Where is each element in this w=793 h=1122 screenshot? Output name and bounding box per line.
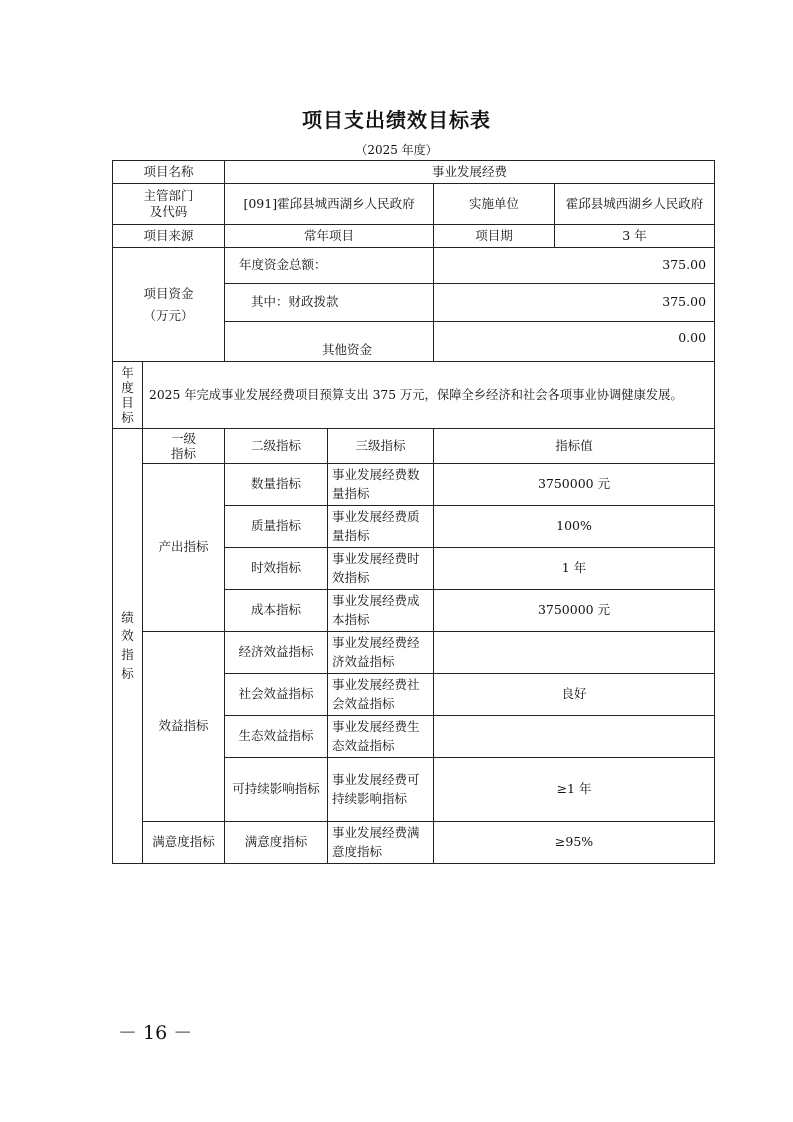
level2-cell: 可持续影响指标: [225, 758, 328, 822]
row-funds-total: [113, 248, 715, 284]
level2-cell: 时效指标: [225, 548, 328, 590]
value-cell: 良好: [434, 674, 715, 716]
implementing-unit-value: 霍邱县城西湖乡人民政府: [555, 184, 715, 225]
level3-cell: 事业发展经费时效指标: [328, 548, 434, 590]
annual-goal-label: 年度目标: [113, 362, 143, 429]
project-source-value: 常年项目: [225, 225, 434, 248]
level3-cell: 事业发展经费数量指标: [328, 464, 434, 506]
output-indicator-label: 产出指标: [143, 464, 225, 632]
value-cell: 3750000 元: [434, 590, 715, 632]
project-period-value: 3 年: [555, 225, 715, 248]
funds-total-label: 年度资金总额：: [225, 248, 434, 284]
value-cell: [434, 716, 715, 758]
indicator-row: [113, 822, 715, 864]
level3-cell: 事业发展经费质量指标: [328, 506, 434, 548]
header-value: 指标值: [434, 429, 715, 464]
level3-cell: 事业发展经费满意度指标: [328, 822, 434, 864]
funds-fiscal-label: 其中：财政拨款: [225, 284, 434, 322]
level2-cell: 数量指标: [225, 464, 328, 506]
document-year: （2025 年度）: [355, 143, 438, 157]
level2-cell: 经济效益指标: [225, 632, 328, 674]
level2-cell: 成本指标: [225, 590, 328, 632]
benefit-indicator-label: 效益指标: [143, 632, 225, 822]
value-cell: ≥95%: [434, 822, 715, 864]
funds-other-label: 其他资金: [225, 322, 434, 362]
level2-cell: 生态效益指标: [225, 716, 328, 758]
document-title: 项目支出绩效目标表: [302, 108, 491, 132]
implementing-unit-label: 实施单位: [434, 184, 555, 225]
indicator-row: [113, 632, 715, 674]
level2-cell: 社会效益指标: [225, 674, 328, 716]
funds-other-value: 0.00: [434, 322, 715, 362]
row-indicator-headers: [113, 429, 715, 464]
header-level2: 二级指标: [225, 429, 328, 464]
funds-total-value: 375.00: [434, 248, 715, 284]
level3-cell: 事业发展经费社会效益指标: [328, 674, 434, 716]
project-period-label: 项目期: [434, 225, 555, 248]
row-project-source: [113, 225, 715, 248]
value-cell: ≥1 年: [434, 758, 715, 822]
department-label: 主管部门及代码: [113, 184, 225, 225]
indicator-row: [113, 464, 715, 506]
page-number: － 16 －: [118, 1022, 193, 1044]
value-cell: 100%: [434, 506, 715, 548]
project-name-label: 项目名称: [113, 161, 225, 184]
annual-goal-text: 2025 年完成事业发展经费项目预算支出 375 万元，保障全乡经济和社会各项事业协调健康发展。: [143, 362, 715, 429]
level3-cell: 事业发展经费成本指标: [328, 590, 434, 632]
level3-cell: 事业发展经费可持续影响指标: [328, 758, 434, 822]
funds-label: 项目资金（万元）: [113, 248, 225, 362]
row-department: [113, 184, 715, 225]
indicators-section-label: 绩效指标: [113, 429, 143, 864]
header-level3: 三级指标: [328, 429, 434, 464]
project-source-label: 项目来源: [113, 225, 225, 248]
value-cell: 3750000 元: [434, 464, 715, 506]
level2-cell: 质量指标: [225, 506, 328, 548]
level3-cell: 事业发展经费经济效益指标: [328, 632, 434, 674]
level3-cell: 事业发展经费生态效益指标: [328, 716, 434, 758]
satisfaction-indicator-label: 满意度指标: [143, 822, 225, 864]
department-value: [091]霍邱县城西湖乡人民政府: [225, 184, 434, 225]
row-annual-goal: [113, 362, 715, 429]
value-cell: 1 年: [434, 548, 715, 590]
project-name-value: 事业发展经费: [225, 161, 715, 184]
funds-fiscal-value: 375.00: [434, 284, 715, 322]
value-cell: [434, 632, 715, 674]
row-project-name: [113, 161, 715, 184]
header-level1: 一级指标: [143, 429, 225, 464]
level2-cell: 满意度指标: [225, 822, 328, 864]
performance-target-table: [112, 160, 715, 864]
